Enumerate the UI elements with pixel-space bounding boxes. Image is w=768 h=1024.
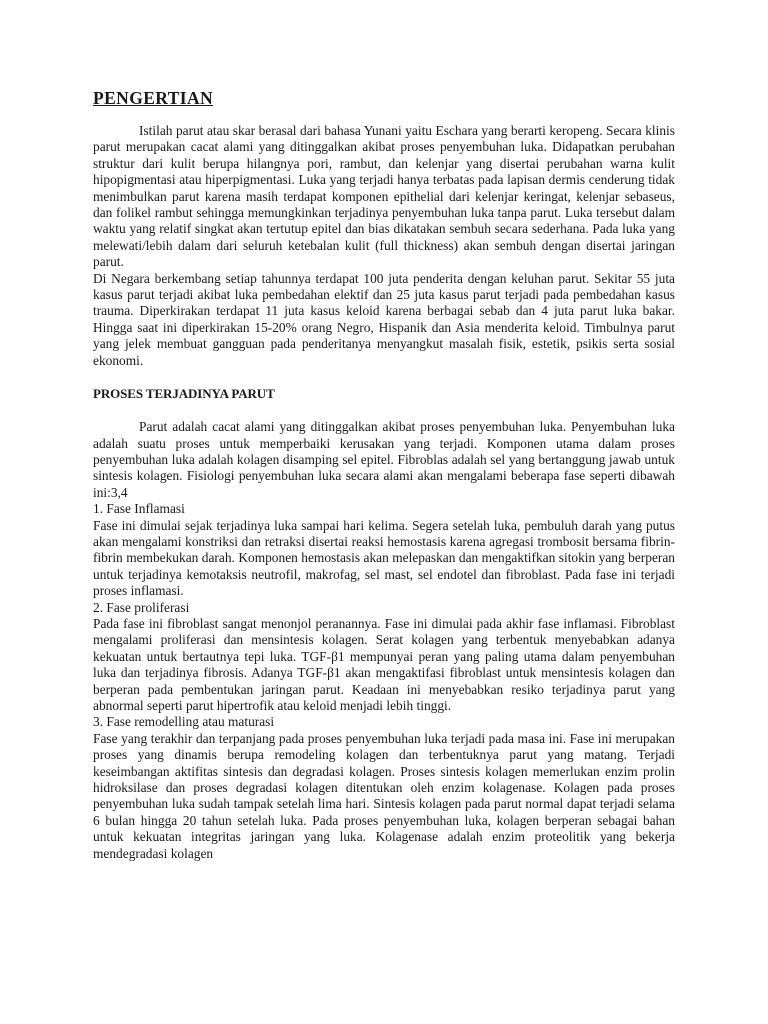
phase-text: Fase ini dimulai sejak terjadinya luka sampai hari kelima. Segera setelah luka, pembuluh darah yang putus akan mengalami konstriksi dan retraksi disertai reaksi hemostasis karena agregasi trombosit bersama fibrin-fibrin membekukan darah. Komponen hemostasis akan melepaskan dan mengaktifkan sitokin yang berperan untuk terjadinya kemotaksis neutrofil, makrofag, sel mast, sel endotel dan fibroblast. Pada fase ini terjadi proses inflamasi. xyxy=(93,517,675,599)
phase-heading: 1. Fase Inflamasi xyxy=(93,501,185,517)
phase-heading: 3. Fase remodelling atau maturasi xyxy=(93,714,275,730)
phase-text: Fase yang terakhir dan terpanjang pada proses penyembuhan luka terjadi pada masa ini. Fase ini merupakan proses yang dinamis berupa remodeling kolagen dan terbentuknya parut yang matang. Terjadi keseimbangan aktifitas sintesis dan degradasi kolagen. Proses sintesis kolagen memerlukan enzim prolin hidroksilase dan proses degradasi kolagen ditentukan oleh enzim kolagenase. Kolagen pada proses penyembuhan luka sudah tampak setelah lima hari. Sintesis kolagen pada parut normal dapat terjadi selama 6 bulan hingga 20 tahun setelah luka. Pada proses penyembuhan luka, kolagen berperan sebagai bahan untuk kekuatan integritas jaringan yang luka. Kolagenase adalah enzim proteolitik yang bekerja mendegradasi kolagen xyxy=(93,730,675,861)
phase-heading: 2. Fase proliferasi xyxy=(93,599,190,615)
section-paragraph: Parut adalah cacat alami yang ditinggalkan akibat proses penyembuhan luka. Penyembuhan luka adalah suatu proses untuk memperbaiki kerusakan yang terjadi. Komponen utama dalam proses penyembuhan luka adalah kolagen disamping sel epitel. Fibroblas adalah sel yang bertanggung jawab untuk sintesis kolagen. Fisiologi penyembuhan luka secara alami akan mengalami beberapa fase seperti dibawah ini:3,4 xyxy=(93,419,675,500)
document-title: PENGERTIAN xyxy=(93,88,214,108)
document-page xyxy=(93,87,675,862)
section-heading: PROSES TERJADINYA PARUT xyxy=(93,386,275,402)
phase-text: Pada fase ini fibroblast sangat menonjol peranannya. Fase ini dimulai pada akhir fase inflamasi. Fibroblast mengalami proliferasi dan mensintesis kolagen. Serat kolagen yang terbentuk menyebabkan adanya kekuatan untuk bertautnya tepi luka. TGF-β1 mempunyai peran yang paling utama dalam penyembuhan luka dan terjadinya fibrosis. Adanya TGF-β1 akan mengaktifasi fibroblast untuk mensintesis kolagen dan berperan pada pembentukan jaringan parut. Keadaan ini menyebabkan resiko terjadinya parut yang abnormal seperti parut hipertrofik atau keloid menjadi lebih tinggi. xyxy=(93,615,675,713)
intro-paragraph: Di Negara berkembang setiap tahunnya terdapat 100 juta penderita dengan keluhan parut. Sekitar 55 juta kasus parut terjadi akibat luka pembedahan elektif dan 25 juta kasus parut terjadi pada pembedahan kasus trauma. Diperkirakan terdapat 11 juta kasus keloid karena berbagai sebab dan 4 juta parut luka bakar. Hingga saat ini diperkirakan 15-20% orang Negro, Hispanik dan Asia menderita keloid. Timbulnya parut yang jelek membuat gangguan pada penderitanya menyangkut masalah fisik, estetik, psikis serta sosial ekonomi. xyxy=(93,270,675,368)
intro-paragraph: Istilah parut atau skar berasal dari bahasa Yunani yaitu Eschara yang berarti keropeng. Secara klinis parut merupakan cacat alami yang ditinggalkan akibat proses penyembuhan luka. Didapatkan perubahan struktur dari kulit berupa hilangnya pori, rambut, dan kelenjar yang disertai perubahan warna kulit hipopigmentasi atau hiperpigmentasi. Luka yang terjadi hanya terbatas pada lapisan dermis cenderung tidak menimbulkan parut karena masih terdapat komponen epithelial dari kelenjar keringat, kelenjar sebaseus, dan folikel rambut sehingga memungkinkan terjadinya penyembuhan luka tanpa parut. Luka tersebut dalam waktu yang relatif singkat akan tertutup epitel dan bias dikatakan sembuh secara sederhana. Pada luka yang melewati/lebih dalam dari seluruh ketebalan kulit (full thickness) akan sembuh dengan disertai jaringan parut. xyxy=(93,123,675,270)
